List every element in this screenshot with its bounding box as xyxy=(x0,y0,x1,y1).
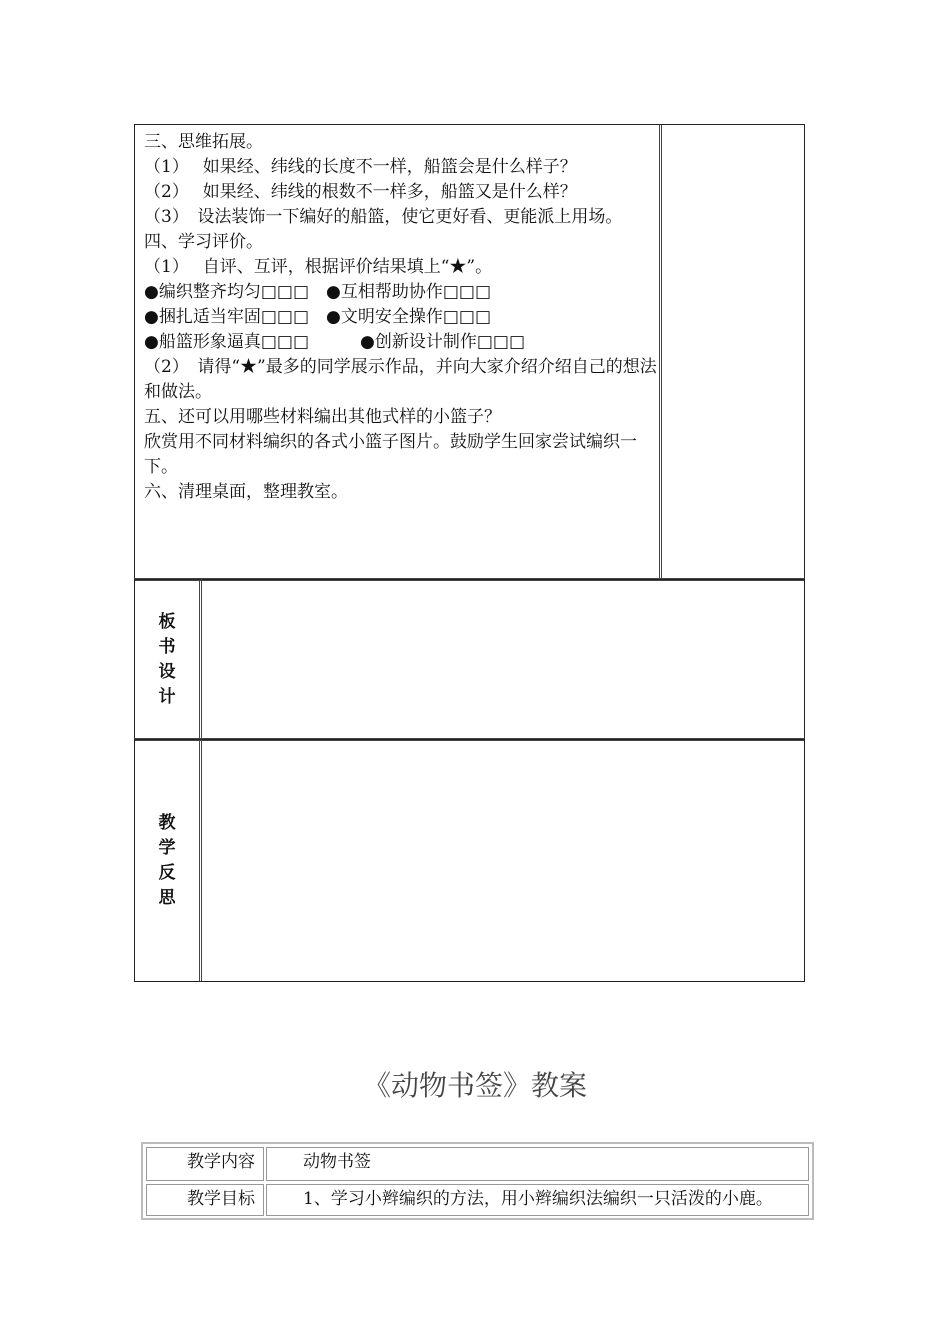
lesson-info-table xyxy=(141,1142,814,1220)
content-line: 四、学习评价。 xyxy=(144,232,263,252)
content-line: （2） 如果经、纬线的根数不一样多，船篮又是什么样？ xyxy=(144,182,577,202)
lesson-content-text xyxy=(144,130,658,505)
board-design-char: 计 xyxy=(158,687,176,707)
table-row-label: 教学目标 xyxy=(146,1184,264,1216)
reflection-char: 反 xyxy=(158,863,176,883)
content-line: （1） 如果经、纬线的长度不一样，船篮会是什么样子？ xyxy=(144,157,577,177)
content-line: 六、清理桌面，整理教室。 xyxy=(144,482,348,502)
table-row-label: 教学内容 xyxy=(146,1147,264,1181)
document-title: 《动物书签》教案 xyxy=(362,1069,587,1102)
content-line: 五、还可以用哪些材料编出其他式样的小篮子？ xyxy=(144,407,501,427)
content-line: 欣赏用不同材料编织的各式小篮子图片。鼓励学生回家尝试编织一下。 xyxy=(144,432,637,477)
teaching-reflection-cell xyxy=(200,738,805,982)
content-line: ●编织整齐均匀□□□ ●互相帮助协作□□□ xyxy=(144,282,492,302)
board-design-cell xyxy=(200,578,805,740)
board-design-char: 书 xyxy=(158,637,176,657)
teaching-reflection-label xyxy=(134,738,202,982)
content-line: ●捆扎适当牢固□□□ ●文明安全操作□□□ xyxy=(144,307,492,327)
reflection-char: 教 xyxy=(158,813,176,833)
table-row-value: 1、学习小辫编织的方法，用小辫编织法编织一只活泼的小鹿。 xyxy=(266,1184,809,1216)
board-design-char: 设 xyxy=(158,662,176,682)
content-line: （3） 设法装饰一下编好的船篮，使它更好看、更能派上用场。 xyxy=(144,207,623,227)
content-line: 三、思维拓展。 xyxy=(144,132,263,152)
reflection-char: 思 xyxy=(158,888,176,908)
lesson-side-cell xyxy=(660,124,805,580)
table-row-value: 动物书签 xyxy=(266,1147,809,1181)
reflection-char: 学 xyxy=(158,838,176,858)
content-line: （1） 自评、互评，根据评价结果填上“★”。 xyxy=(144,257,493,277)
content-line: （2） 请得“★”最多的同学展示作品，并向大家介绍介绍自己的想法和做法。 xyxy=(144,357,657,402)
board-design-char: 板 xyxy=(158,612,176,632)
content-line: ●船篮形象逼真□□□ ●创新设计制作□□□ xyxy=(144,332,526,352)
board-design-label xyxy=(134,578,202,740)
